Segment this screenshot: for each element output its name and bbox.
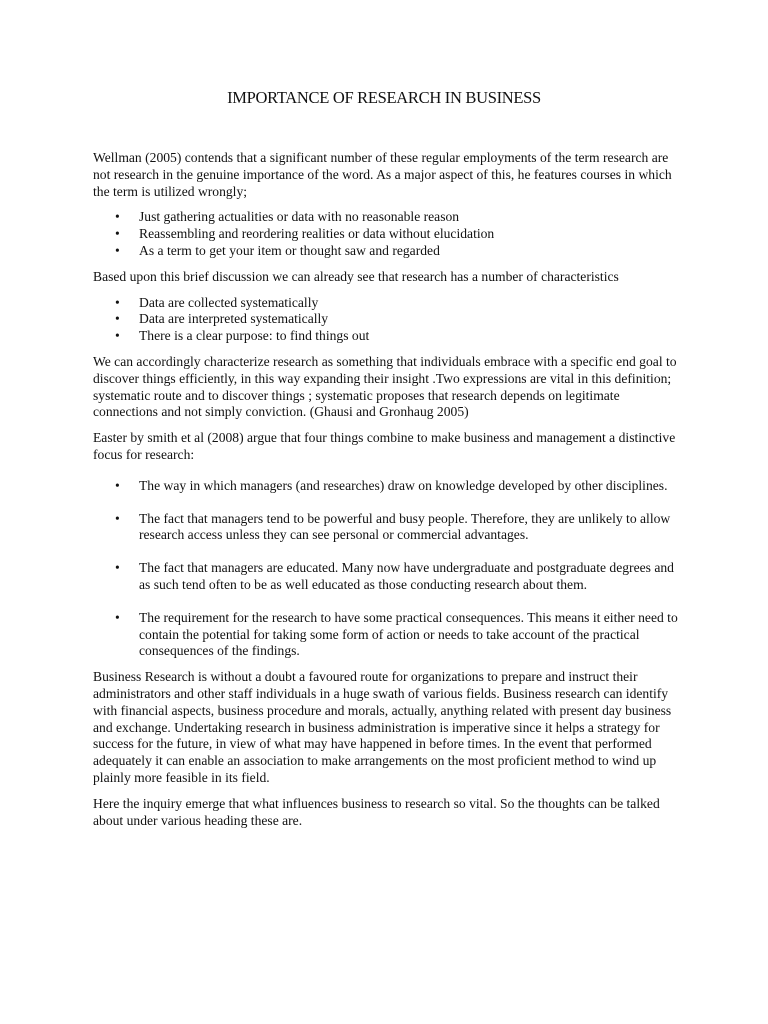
bullet-icon: •: [115, 209, 120, 225]
list-focus-factors: [93, 478, 678, 660]
paragraph-easterby-smith: Easter by smith et al (2008) argue that four things combine to make business and management a distinctive focus for research:: [93, 430, 676, 462]
bullet-icon: •: [115, 328, 120, 344]
list-item: • The way in which managers (and researches) draw on knowledge developed by other disciplines.: [115, 477, 668, 493]
list-item: • Data are collected systematically: [115, 294, 319, 310]
paragraph-definition: We can accordingly characterize research as something that individuals embrace with a specific end goal to discover things efficiently, in this way expanding their insight .Two expressions are vital in this definition; systematic route and to discover things ; systematic proposes that research depends on legitimate connections and not simply conviction. (Ghausi and Gronhaug 2005): [93, 353, 677, 420]
bullet-icon: •: [115, 311, 120, 327]
paragraph-inquiry: Here the inquiry emerge that what influences business to research so vital. So the thoughts can be talked about under various heading these are.: [93, 795, 660, 828]
list-item: • Reassembling and reordering realities or data without elucidation: [115, 226, 495, 242]
bullet-icon: •: [115, 242, 120, 258]
list-item: • The fact that managers tend to be powerful and busy people. Therefore, they are unlikely to allow research access unless they can see personal or commercial advantages.: [115, 510, 671, 543]
bullet-icon: •: [115, 294, 120, 310]
paragraph-wellman: Wellman (2005) contends that a significant number of these regular employments of the term research are not research in the genuine importance of the word. As a major aspect of this, he features courses in which the term is utilized wrongly;: [93, 150, 672, 199]
bullet-icon: •: [115, 609, 120, 625]
document-body: [93, 150, 678, 838]
bullet-icon: •: [115, 560, 120, 576]
bullet-icon: •: [115, 510, 120, 526]
bullet-icon: •: [115, 477, 120, 493]
list-wrong-usages: [93, 209, 678, 259]
list-item: • As a term to get your item or thought saw and regarded: [115, 242, 440, 258]
list-characteristics: [93, 295, 678, 345]
list-item: • There is a clear purpose: to find things out: [115, 328, 370, 344]
list-item: • The requirement for the research to have some practical consequences. This means it either need to contain the potential for taking some form of action or needs to take account of the practical consequences of the findings.: [115, 609, 678, 659]
document-title: IMPORTANCE OF RESEARCH IN BUSINESS: [227, 88, 541, 107]
paragraph-business-research: Business Research is without a doubt a favoured route for organizations to prepare and instruct their administrators and other staff individuals in a huge swath of various fields. Business research can identify with financial aspects, business procedure and morals, actually, anything related with present day business and exchange. Undertaking research in business administration is imperative since it helps a strategy for success for the future, in view of what may have happened in before times. In the event that performed adequately it can enable an association to make arrangements on the most proficient method to wind up plainly more feasible in its field.: [93, 669, 672, 785]
list-item: • Just gathering actualities or data with no reasonable reason: [115, 209, 460, 225]
paragraph-characteristics: Based upon this brief discussion we can already see that research has a number of characteristics: [93, 268, 619, 284]
bullet-icon: •: [115, 226, 120, 242]
list-item: • The fact that managers are educated. Many now have undergraduate and postgraduate degrees and as such tend often to be as well educated as those conducting research about them.: [115, 560, 674, 592]
list-item: • Data are interpreted systematically: [115, 311, 329, 327]
